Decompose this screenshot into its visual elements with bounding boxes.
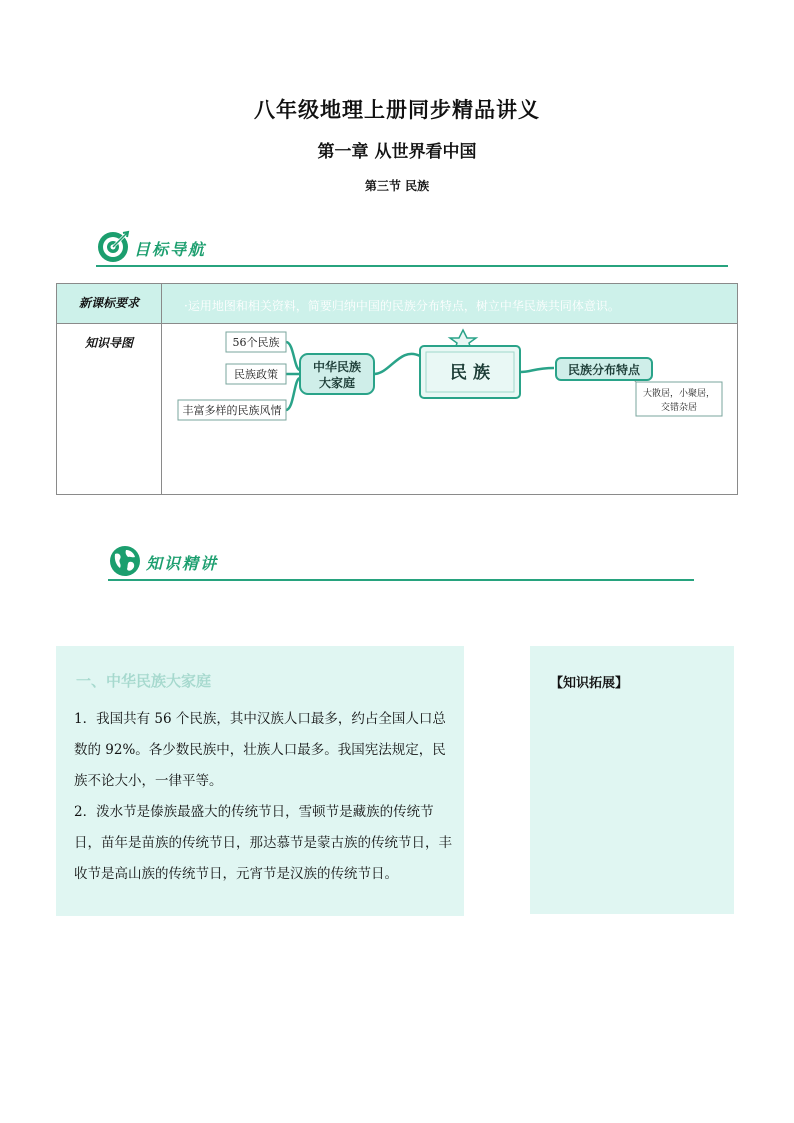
node-chinese-nation-line2: 大家庭 xyxy=(318,376,356,390)
goal-nav-rule xyxy=(96,265,728,267)
leaf-policy: 民族政策 xyxy=(234,368,278,381)
target-icon xyxy=(96,230,130,264)
leaf-distribution-line1: 大散居，小聚居， xyxy=(642,389,716,399)
requirement-label: 新课标要求 xyxy=(57,284,162,324)
panel-body xyxy=(74,704,454,890)
leaf-56-ethnic: 56个民族 xyxy=(232,336,280,349)
panel-title: 一、中华民族大家庭 xyxy=(76,672,212,690)
node-distribution: 民族分布特点 xyxy=(567,363,641,377)
goal-nav-label: 目标导航 xyxy=(134,240,207,259)
leaf-customs: 丰富多样的民族风情 xyxy=(182,404,282,417)
knowledge-rule xyxy=(108,579,694,581)
table-row xyxy=(57,284,738,324)
knowledge-panel xyxy=(56,646,464,916)
goal-nav-heading xyxy=(96,230,206,264)
extension-title: 【知识拓展】 xyxy=(550,676,629,691)
globe-icon xyxy=(108,544,142,578)
requirement-text: ·运用地图和相关资料，简要归纳中国的民族分布特点，树立中华民族共同体意识。 xyxy=(162,284,738,324)
chapter-title: 第一章 从世界看中国 xyxy=(317,142,477,162)
center-node: 民 族 xyxy=(450,363,490,383)
leaf-distribution-line2: 交错杂居 xyxy=(660,403,698,413)
document-title: 八年级地理上册同步精品讲义 xyxy=(254,97,540,122)
section-title: 第三节 民族 xyxy=(364,179,430,193)
mindmap-label: 知识导图 xyxy=(57,324,162,495)
paragraph-population: 1．我国共有 56 个民族，其中汉族人口最多，约占全国人口总数的 92%。各少数民族中，壮族人口最多。我国宪法规定，民族不论大小，一律平等。 xyxy=(74,711,446,789)
knowledge-label: 知识精讲 xyxy=(146,554,219,573)
extension-panel xyxy=(530,646,734,914)
knowledge-heading xyxy=(108,544,218,578)
node-chinese-nation-line1: 中华民族 xyxy=(312,360,362,374)
knowledge-mindmap xyxy=(170,326,730,426)
paragraph-festivals: 2．泼水节是傣族最盛大的传统节日，雪顿节是藏族的传统节日，苗年是苗族的传统节日，那达慕节是蒙古族的传统节日，丰收节是高山族的传统节日，元宵节是汉族的传统节日。 xyxy=(74,804,452,882)
